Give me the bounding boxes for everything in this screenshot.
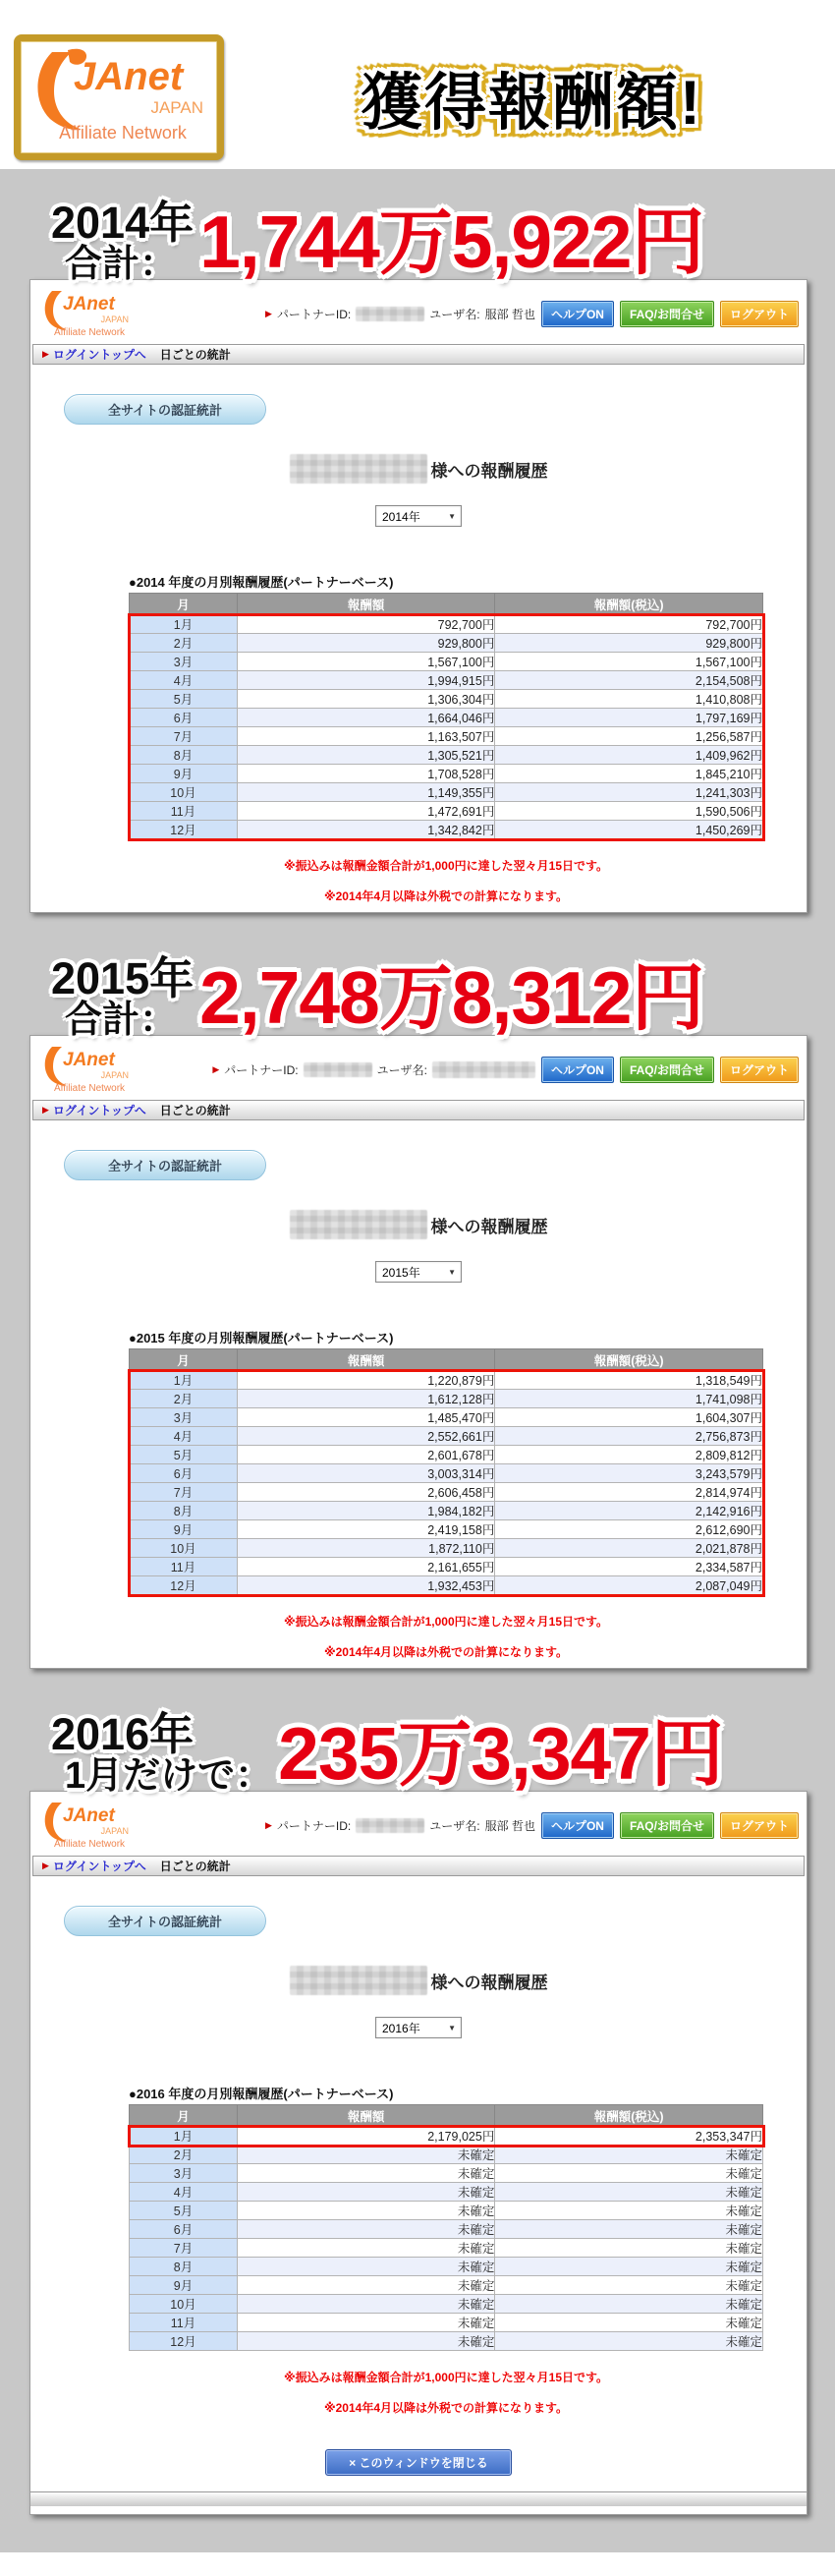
janet-screenshot-panel — [29, 1035, 807, 1669]
amount-cell: 929,800円 — [238, 634, 495, 653]
breadcrumb — [32, 1856, 805, 1876]
column-header-month: 月 — [130, 594, 238, 615]
month-cell: 2月 — [130, 2146, 238, 2164]
month-cell: 6月 — [130, 1464, 238, 1483]
amount-cell: 929,800円 — [495, 634, 763, 653]
amount-cell: 2,814,974円 — [495, 1483, 763, 1502]
history-heading-text: 様への報酬履歴 — [430, 1973, 548, 1992]
amount-cell: 未確定 — [495, 2314, 763, 2332]
month-cell: 11月 — [130, 1558, 238, 1576]
amount-cell: 未確定 — [238, 2295, 495, 2314]
table-row — [130, 690, 763, 709]
notes — [129, 857, 763, 904]
month-cell: 12月 — [130, 1576, 238, 1595]
logout-button[interactable]: ログアウト — [720, 1812, 799, 1839]
month-cell: 11月 — [130, 802, 238, 821]
column-header-reward-tax: 報酬額(税込) — [495, 1349, 763, 1371]
month-cell: 8月 — [130, 746, 238, 765]
table-row — [130, 1576, 763, 1595]
table-row — [130, 765, 763, 783]
all-sites-auth-stats-button[interactable]: 全サイトの認証統計 — [64, 1150, 266, 1180]
total-label: 合計： — [65, 999, 178, 1041]
amount-cell: 1,604,307円 — [495, 1408, 763, 1427]
partner-row — [265, 306, 535, 322]
arrow-right-icon: ▶ — [42, 349, 49, 359]
month-cell: 3月 — [130, 2164, 238, 2183]
section-title — [0, 175, 835, 301]
column-header-reward: 報酬額 — [238, 2105, 495, 2127]
svg-text:Affiliate Network: Affiliate Network — [53, 1083, 126, 1094]
month-cell: 10月 — [130, 783, 238, 802]
svg-text:Affiliate Network: Affiliate Network — [53, 1839, 126, 1850]
amount-cell: 未確定 — [238, 2258, 495, 2276]
table-row — [130, 2258, 763, 2276]
month-cell: 8月 — [130, 2258, 238, 2276]
history-heading — [30, 1210, 807, 1239]
arrow-right-icon: ▶ — [42, 1105, 49, 1115]
year-select-value: 2016年 — [382, 2021, 420, 2035]
amount-cell: 1,472,691円 — [238, 802, 495, 821]
table-row — [130, 727, 763, 746]
close-window-button[interactable]: × このウィンドウを閉じる — [325, 2449, 512, 2476]
table-row — [130, 1371, 763, 1390]
month-cell: 5月 — [130, 2202, 238, 2220]
table-row — [130, 2295, 763, 2314]
amount-cell: 2,612,690円 — [495, 1520, 763, 1539]
month-cell: 7月 — [130, 2239, 238, 2258]
amount-cell: 1,485,470円 — [238, 1408, 495, 1427]
tax-note: ※2014年4月以降は外税での計算になります。 — [323, 1645, 569, 1659]
amount-cell: 未確定 — [238, 2164, 495, 2183]
svg-text:JAPAN: JAPAN — [100, 1826, 129, 1836]
history-heading-text: 様への報酬履歴 — [430, 1217, 548, 1236]
amount-cell: 2,353,347円 — [495, 2127, 763, 2146]
partner-name-blurred — [290, 454, 427, 484]
amount-cell: 2,154,508円 — [495, 671, 763, 690]
arrow-right-icon: ▶ — [42, 1860, 49, 1870]
year-select-dropdown[interactable] — [375, 505, 462, 527]
amount-cell: 1,256,587円 — [495, 727, 763, 746]
amount-cell: 1,409,962円 — [495, 746, 763, 765]
year-select-dropdown[interactable] — [375, 1261, 462, 1283]
table-body — [130, 1371, 763, 1595]
amount-cell: 未確定 — [238, 2146, 495, 2164]
amount-cell: 1,163,507円 — [238, 727, 495, 746]
total-amount: 235万3,347円 — [278, 1711, 723, 1795]
amount-cell: 未確定 — [495, 2295, 763, 2314]
table-row — [130, 2239, 763, 2258]
partner-id-label: パートナーID: — [224, 1062, 299, 1077]
amount-cell: 1,664,046円 — [238, 709, 495, 727]
amount-cell: 1,708,528円 — [238, 765, 495, 783]
arrow-right-icon: ▶ — [265, 1819, 272, 1830]
amount-cell: 未確定 — [495, 2332, 763, 2351]
month-cell: 12月 — [130, 2332, 238, 2351]
year-select-value: 2015年 — [382, 1265, 420, 1280]
svg-text:JAnet: JAnet — [63, 294, 115, 315]
total-label: 1月だけで： — [65, 1754, 273, 1797]
janet-logo-icon — [25, 44, 213, 150]
partner-row — [265, 1817, 535, 1834]
table-body — [130, 2127, 763, 2351]
amount-cell: 1,612,128円 — [238, 1390, 495, 1408]
column-header-reward: 報酬額 — [238, 1349, 495, 1371]
breadcrumb-login-top-link[interactable]: ログイントップへ — [52, 1860, 146, 1873]
logout-button[interactable]: ログアウト — [720, 301, 799, 327]
year-section — [0, 175, 835, 913]
user-name-label: ユーザ名: — [429, 1818, 480, 1833]
table-title: ●2016 年度の月別報酬履歴(パートナーベース) — [129, 2087, 394, 2101]
year-select-dropdown[interactable] — [375, 2017, 462, 2038]
arrow-right-icon: ▶ — [265, 308, 272, 318]
table-title: ●2015 年度の月別報酬履歴(パートナーベース) — [129, 1331, 394, 1345]
amount-cell: 1,994,915円 — [238, 671, 495, 690]
faq-contact-button[interactable]: FAQ/お問合せ — [620, 1812, 714, 1839]
notes — [129, 1613, 763, 1660]
month-cell: 5月 — [130, 690, 238, 709]
table-row — [130, 1464, 763, 1483]
payment-note: ※振込みは報酬金額合計が1,000円に達した翌々月15日です。 — [283, 2371, 609, 2384]
month-cell: 7月 — [130, 1483, 238, 1502]
history-heading-text: 様への報酬履歴 — [430, 461, 548, 481]
month-cell: 2月 — [130, 634, 238, 653]
amount-cell: 2,179,025円 — [238, 2127, 495, 2146]
amount-cell: 3,003,314円 — [238, 1464, 495, 1483]
all-sites-auth-stats-button[interactable]: 全サイトの認証統計 — [64, 394, 266, 425]
payment-note: ※振込みは報酬金額合計が1,000円に達した翌々月15日です。 — [283, 859, 609, 873]
table-row — [130, 2220, 763, 2239]
amount-cell: 2,419,158円 — [238, 1520, 495, 1539]
browser-status-bar — [30, 2491, 807, 2506]
year-heading: 2014年 — [51, 197, 195, 248]
svg-text:JAPAN: JAPAN — [150, 98, 203, 117]
table-row — [130, 2164, 763, 2183]
month-cell: 1月 — [130, 2127, 238, 2146]
month-cell: 4月 — [130, 671, 238, 690]
column-header-reward-tax: 報酬額(税込) — [495, 2105, 763, 2127]
banner-title: 獲得報酬額! — [361, 68, 702, 138]
table-row — [130, 2314, 763, 2332]
partner-row — [212, 1061, 535, 1078]
month-cell: 11月 — [130, 2314, 238, 2332]
amount-cell: 2,606,458円 — [238, 1483, 495, 1502]
table-header-row — [130, 1349, 763, 1371]
partner-id-blurred — [356, 307, 424, 321]
amount-cell: 未確定 — [495, 2220, 763, 2239]
user-name-label: ユーザ名: — [376, 1062, 427, 1077]
column-header-month: 月 — [130, 2105, 238, 2127]
breadcrumb-current: 日ごとの統計 — [159, 348, 231, 362]
panel-body — [30, 1120, 807, 1668]
breadcrumb-login-top-link[interactable]: ログイントップへ — [52, 1104, 146, 1117]
amount-cell: 2,087,049円 — [495, 1576, 763, 1595]
amount-cell: 792,700円 — [238, 615, 495, 634]
partner-id-blurred — [356, 1818, 424, 1833]
year-section — [0, 931, 835, 1669]
table-row — [130, 2332, 763, 2351]
user-name: 服部 哲也 — [484, 307, 535, 321]
table-row — [130, 1408, 763, 1427]
table-row — [130, 1520, 763, 1539]
table-row — [130, 2202, 763, 2220]
amount-cell: 未確定 — [495, 2276, 763, 2295]
total-amount: 2,748万8,312円 — [199, 955, 704, 1039]
breadcrumb-current: 日ごとの統計 — [159, 1104, 231, 1117]
svg-text:JAPAN: JAPAN — [100, 315, 129, 324]
year-heading: 2016年 — [51, 1708, 195, 1759]
svg-text:Affiliate Network: Affiliate Network — [59, 123, 187, 143]
amount-cell: 1,450,269円 — [495, 821, 763, 839]
arrow-right-icon: ▶ — [212, 1063, 220, 1074]
chevron-down-icon: ▼ — [448, 1267, 456, 1277]
monthly-rewards-table — [129, 1348, 763, 1595]
year-heading: 2015年 — [51, 952, 195, 1003]
total-amount: 1,744万5,922円 — [199, 200, 704, 283]
partner-name-blurred — [290, 1210, 427, 1239]
monthly-rewards-section — [129, 572, 763, 904]
monthly-rewards-table — [129, 593, 763, 839]
amount-cell: 未確定 — [238, 2202, 495, 2220]
amount-cell: 未確定 — [238, 2332, 495, 2351]
month-cell: 3月 — [130, 1408, 238, 1427]
table-row — [130, 1483, 763, 1502]
faq-contact-button[interactable]: FAQ/お問合せ — [620, 1057, 714, 1083]
monthly-rewards-table — [129, 2104, 763, 2351]
table-row — [130, 802, 763, 821]
breadcrumb-current: 日ごとの統計 — [159, 1860, 231, 1873]
month-cell: 3月 — [130, 653, 238, 671]
amount-cell: 2,021,878円 — [495, 1539, 763, 1558]
partner-id-label: パートナーID: — [276, 1818, 352, 1833]
history-heading — [30, 1966, 807, 1995]
table-row — [130, 1446, 763, 1464]
month-cell: 12月 — [130, 821, 238, 839]
column-header-reward-tax: 報酬額(税込) — [495, 594, 763, 615]
amount-cell: 1,410,808円 — [495, 690, 763, 709]
month-cell: 1月 — [130, 615, 238, 634]
month-cell: 10月 — [130, 2295, 238, 2314]
amount-cell: 1,342,842円 — [238, 821, 495, 839]
month-cell: 6月 — [130, 2220, 238, 2239]
amount-cell: 未確定 — [495, 2183, 763, 2202]
section-title — [0, 931, 835, 1057]
monthly-rewards-section — [129, 2084, 763, 2416]
table-row — [130, 783, 763, 802]
logout-button[interactable]: ログアウト — [720, 1057, 799, 1083]
tax-note: ※2014年4月以降は外税での計算になります。 — [323, 889, 569, 903]
amount-cell: 1,220,879円 — [238, 1371, 495, 1390]
month-cell: 10月 — [130, 1539, 238, 1558]
total-label: 合計： — [65, 243, 178, 285]
year-section — [0, 1687, 835, 2515]
amount-cell: 未確定 — [495, 2258, 763, 2276]
amount-cell: 1,984,182円 — [238, 1502, 495, 1520]
amount-cell: 1,567,100円 — [495, 653, 763, 671]
amount-cell: 未確定 — [238, 2314, 495, 2332]
amount-cell: 2,161,655円 — [238, 1558, 495, 1576]
help-on-button[interactable]: ヘルプON — [541, 1057, 614, 1083]
partner-name-blurred — [290, 1966, 427, 1995]
amount-cell: 1,306,304円 — [238, 690, 495, 709]
month-cell: 6月 — [130, 709, 238, 727]
month-cell: 9月 — [130, 1520, 238, 1539]
section-title — [0, 1687, 835, 1812]
all-sites-auth-stats-button[interactable]: 全サイトの認証統計 — [64, 1906, 266, 1936]
notes — [129, 2369, 763, 2416]
amount-cell: 792,700円 — [495, 615, 763, 634]
help-on-button[interactable]: ヘルプON — [541, 301, 614, 327]
amount-cell: 未確定 — [238, 2220, 495, 2239]
svg-text:JAnet: JAnet — [74, 55, 184, 98]
month-cell: 5月 — [130, 1446, 238, 1464]
sections — [0, 169, 835, 2552]
year-select-value: 2014年 — [382, 509, 420, 524]
table-row — [130, 634, 763, 653]
month-cell: 4月 — [130, 1427, 238, 1446]
month-cell: 1月 — [130, 1371, 238, 1390]
panel-footer — [30, 2449, 807, 2506]
table-row — [130, 746, 763, 765]
amount-cell: 1,318,549円 — [495, 1371, 763, 1390]
chevron-down-icon: ▼ — [448, 511, 456, 521]
page-bottom-spacer — [0, 2552, 835, 2576]
table-row — [130, 1539, 763, 1558]
history-heading — [30, 454, 807, 484]
table-row — [130, 709, 763, 727]
janet-logo-box — [14, 34, 224, 160]
amount-cell: 1,872,110円 — [238, 1539, 495, 1558]
table-body — [130, 615, 763, 839]
table-row — [130, 821, 763, 839]
table-row — [130, 615, 763, 634]
amount-cell: 3,243,579円 — [495, 1464, 763, 1483]
help-on-button[interactable]: ヘルプON — [541, 1812, 614, 1839]
svg-text:Affiliate Network: Affiliate Network — [53, 327, 126, 338]
amount-cell: 2,601,678円 — [238, 1446, 495, 1464]
table-title: ●2014 年度の月別報酬履歴(パートナーベース) — [129, 575, 394, 590]
amount-cell: 1,590,506円 — [495, 802, 763, 821]
table-row — [130, 1558, 763, 1576]
breadcrumb-login-top-link[interactable]: ログイントップへ — [52, 348, 146, 362]
amount-cell: 未確定 — [495, 2202, 763, 2220]
svg-text:JAnet: JAnet — [63, 1805, 115, 1826]
table-row — [130, 671, 763, 690]
table-header-row — [130, 2105, 763, 2127]
user-name-blurred — [432, 1061, 535, 1078]
payment-note: ※振込みは報酬金額合計が1,000円に達した翌々月15日です。 — [283, 1615, 609, 1629]
amount-cell: 2,142,916円 — [495, 1502, 763, 1520]
column-header-month: 月 — [130, 1349, 238, 1371]
amount-cell: 未確定 — [238, 2276, 495, 2295]
month-cell: 2月 — [130, 1390, 238, 1408]
janet-screenshot-panel — [29, 1791, 807, 2515]
panel-body — [30, 1876, 807, 2514]
amount-cell: 未確定 — [495, 2239, 763, 2258]
amount-cell: 1,567,100円 — [238, 653, 495, 671]
table-row — [130, 1427, 763, 1446]
month-cell: 4月 — [130, 2183, 238, 2202]
amount-cell: 2,552,661円 — [238, 1427, 495, 1446]
top-banner — [0, 0, 835, 169]
table-row — [130, 653, 763, 671]
table-row — [130, 1502, 763, 1520]
table-row — [130, 2183, 763, 2202]
amount-cell: 未確定 — [495, 2164, 763, 2183]
tax-note: ※2014年4月以降は外税での計算になります。 — [323, 2401, 569, 2415]
amount-cell: 未確定 — [238, 2239, 495, 2258]
janet-screenshot-panel — [29, 279, 807, 913]
amount-cell: 2,756,873円 — [495, 1427, 763, 1446]
month-cell: 9月 — [130, 765, 238, 783]
amount-cell: 1,845,210円 — [495, 765, 763, 783]
amount-cell: 1,241,303円 — [495, 783, 763, 802]
amount-cell: 1,932,453円 — [238, 1576, 495, 1595]
svg-text:JAnet: JAnet — [63, 1050, 115, 1070]
column-header-reward: 報酬額 — [238, 594, 495, 615]
breadcrumb — [32, 1100, 805, 1120]
table-row — [130, 2276, 763, 2295]
breadcrumb — [32, 344, 805, 365]
amount-cell: 1,149,355円 — [238, 783, 495, 802]
table-header-row — [130, 594, 763, 615]
amount-cell: 未確定 — [238, 2183, 495, 2202]
table-row — [130, 2146, 763, 2164]
amount-cell: 1,305,521円 — [238, 746, 495, 765]
amount-cell: 2,334,587円 — [495, 1558, 763, 1576]
monthly-rewards-section — [129, 1328, 763, 1660]
user-name: 服部 哲也 — [484, 1818, 535, 1833]
panel-body — [30, 365, 807, 912]
amount-cell: 1,797,169円 — [495, 709, 763, 727]
partner-id-label: パートナーID: — [276, 307, 352, 321]
month-cell: 8月 — [130, 1502, 238, 1520]
amount-cell: 1,741,098円 — [495, 1390, 763, 1408]
table-row — [130, 2127, 763, 2146]
amount-cell: 未確定 — [495, 2146, 763, 2164]
svg-text:JAPAN: JAPAN — [100, 1070, 129, 1080]
user-name-label: ユーザ名: — [429, 307, 480, 321]
month-cell: 9月 — [130, 2276, 238, 2295]
faq-contact-button[interactable]: FAQ/お問合せ — [620, 301, 714, 327]
amount-cell: 2,809,812円 — [495, 1446, 763, 1464]
month-cell: 7月 — [130, 727, 238, 746]
chevron-down-icon: ▼ — [448, 2023, 456, 2032]
partner-id-blurred — [304, 1062, 372, 1077]
table-row — [130, 1390, 763, 1408]
